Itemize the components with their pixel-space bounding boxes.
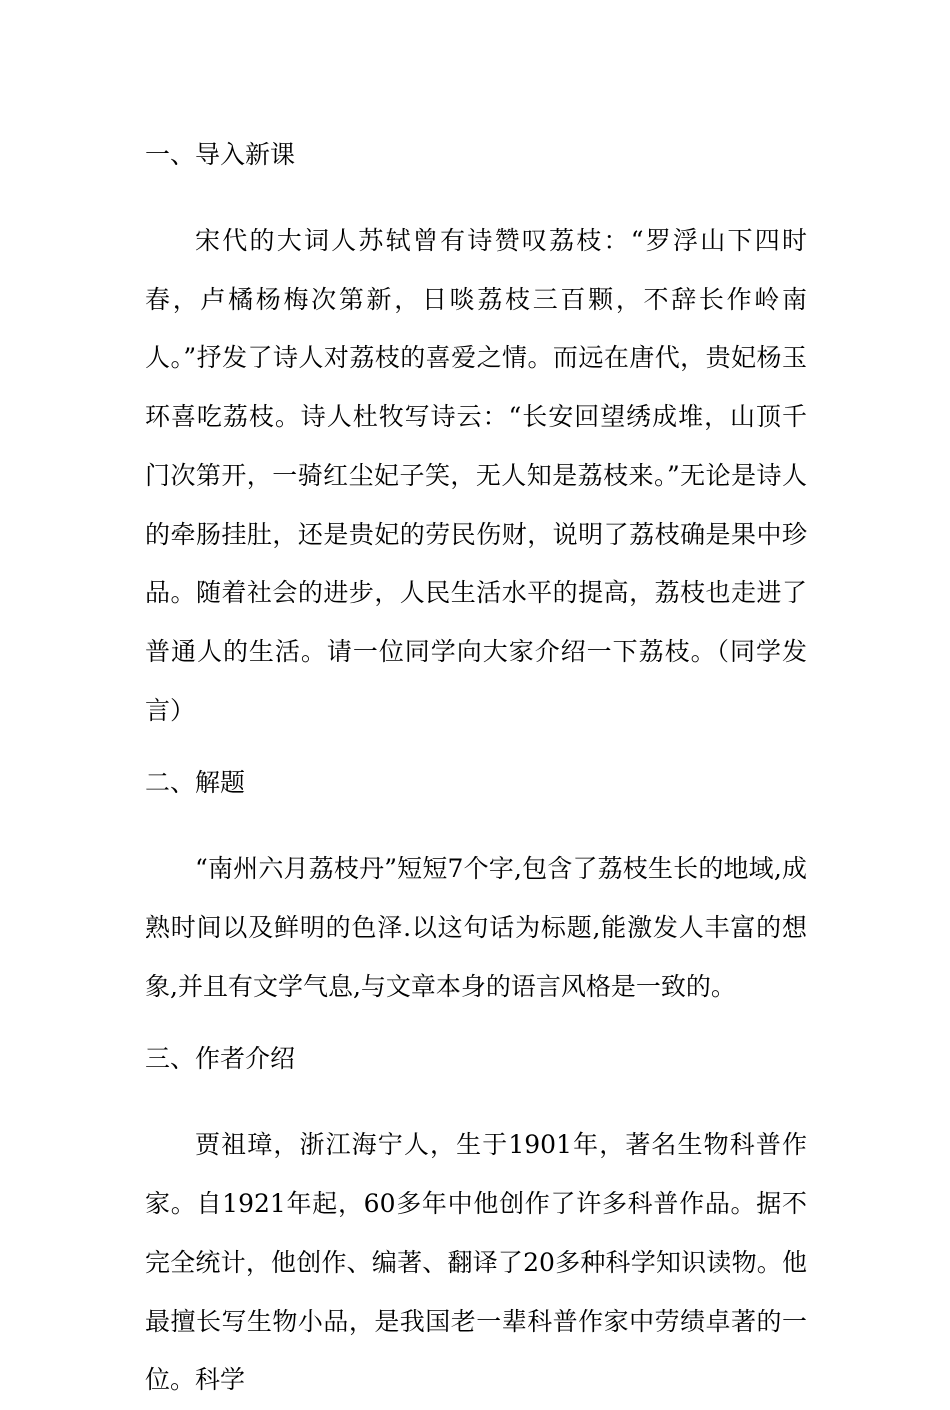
section-author [145, 1030, 807, 1410]
section-heading: 二、解题 [145, 768, 246, 798]
section-intro [145, 126, 807, 740]
section-paragraph: 贾祖璋，浙江海宁人，生于1901年，著名生物科普作家。自1921年起，60多年中他创作了许多科普作品。据不完全统计，他创作、编著、翻译了20多种科学知识读物。他最擅长写生物小品，是我国老一辈科普作家中劳绩卓著的一位。科学 [145, 1130, 807, 1395]
section-heading: 一、导入新课 [145, 140, 296, 169]
section-title-explanation [145, 754, 807, 1016]
section-paragraph: 宋代的大词人苏轼曾有诗赞叹荔枝：“罗浮山下四时春，卢橘杨梅次第新，日啖荔枝三百颗，不辞长作岭南人。”抒发了诗人对荔枝的喜爱之情。而远在唐代，贵妃杨玉环喜吃荔枝。诗人杜牧写诗云：“长安回望绣成堆，山顶千门次第开，一骑红尘妃子笑，无人知是荔枝来。”无论是诗人的牵肠挂肚，还是贵妃的劳民伤财，说明了荔枝确是果中珍品。随着社会的进步，人民生活水平的提高，荔枝也走进了普通人的生活。请一位同学向大家介绍一下荔枝。（同学发言） [145, 226, 807, 725]
section-paragraph: “南州六月荔枝丹”短短7个字,包含了荔枝生长的地域,成熟时间以及鲜明的色泽.以这句话为标题,能激发人丰富的想象,并且有文学气息,与文章本身的语言风格是一致的。 [145, 854, 807, 1001]
section-heading: 三、作者介绍 [145, 1044, 296, 1074]
document-body [145, 126, 807, 1410]
